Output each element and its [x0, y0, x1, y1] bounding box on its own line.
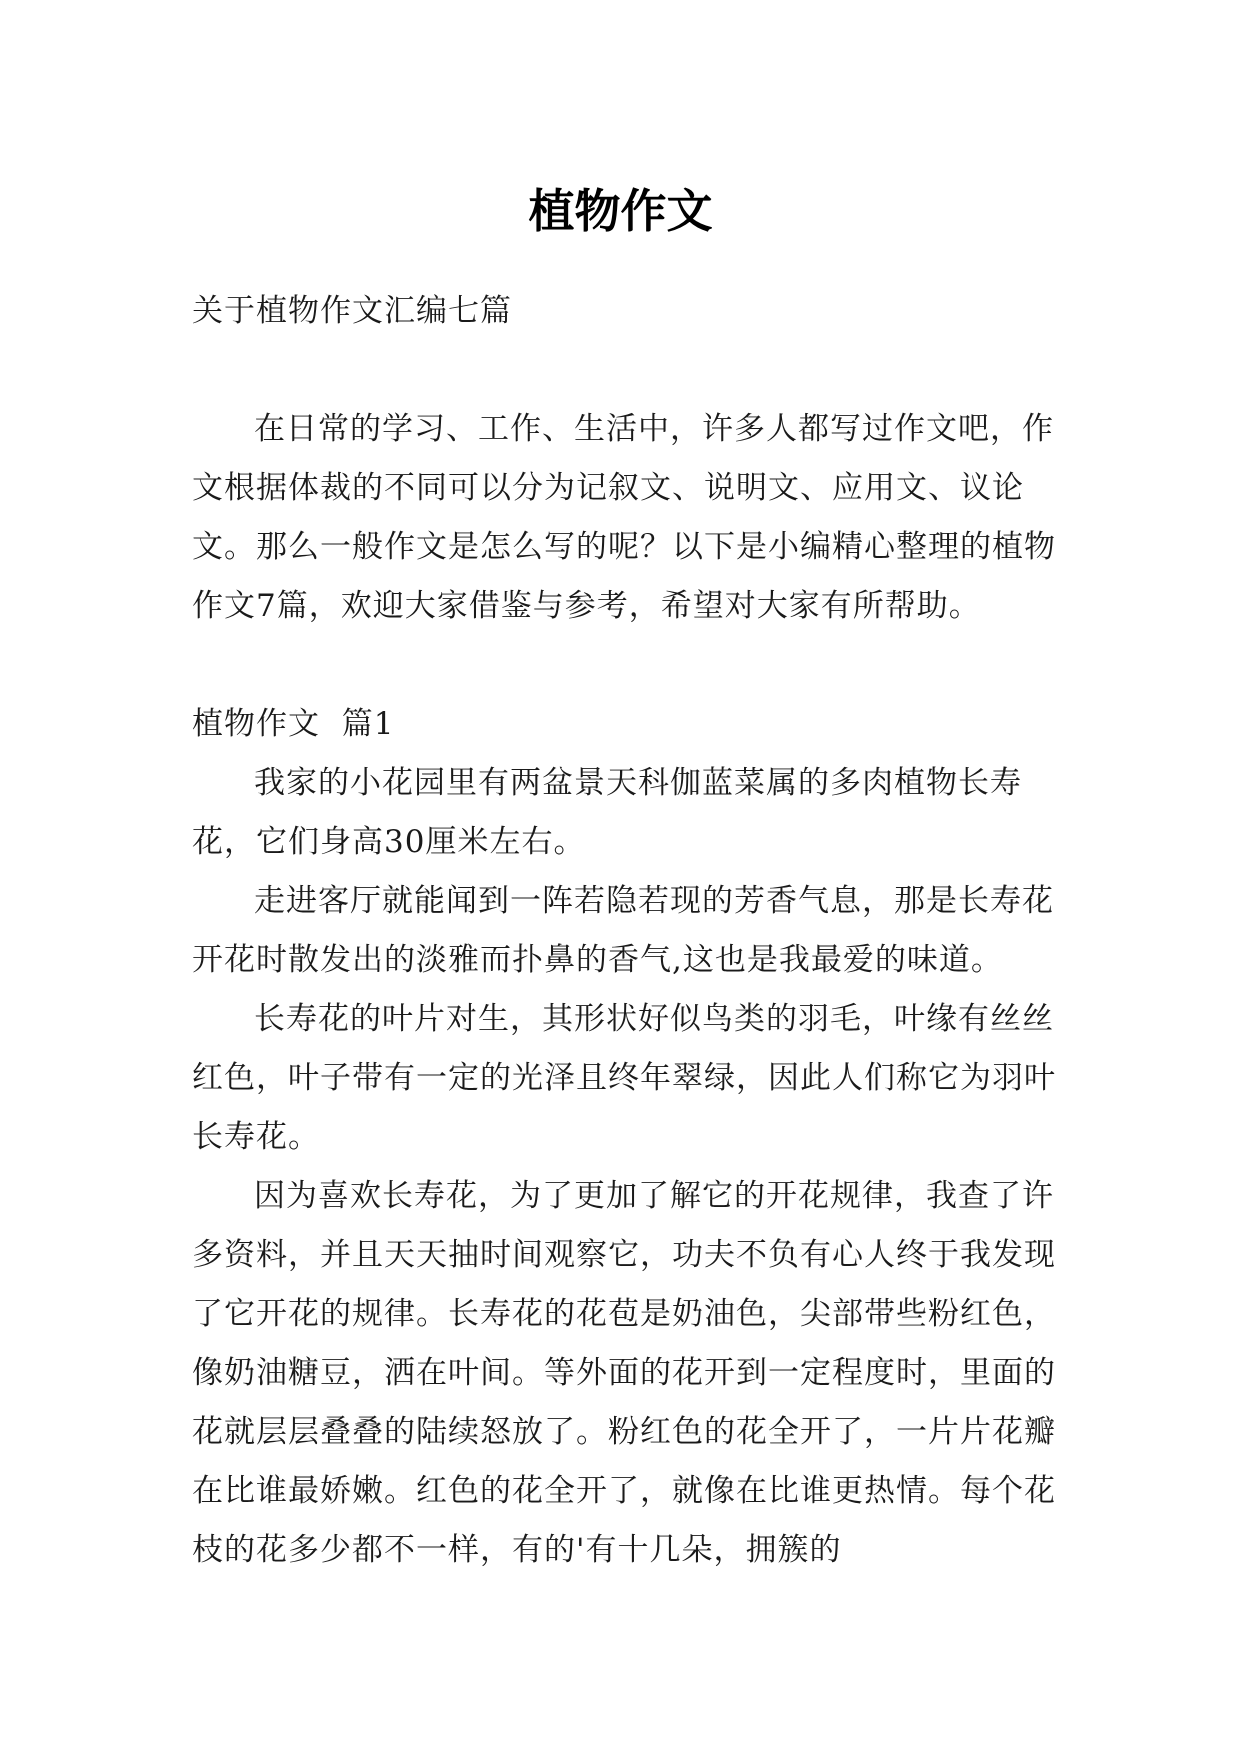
document-subtitle: 关于植物作文汇编七篇: [192, 293, 512, 329]
body-paragraph: 因为喜欢长寿花，为了更加了解它的开花规律，我查了许多资料，并且天天抽时间观察它，功夫不负有心人终于我发现了它开花的规律。长寿花的花苞是奶油色，尖部带些粉红色，像奶油糖豆，洒在叶间。等外面的花开到一定程度时，里面的花就层层叠叠的陆续怒放了。粉红色的花全开了，一片片花瓣在比谁最娇嫩。红色的花全开了，就像在比谁更热情。每个花枝的花多少都不一样，有的'有十几朵，拥簇的: [192, 1178, 1056, 1568]
section-heading: 植物作文 篇1: [192, 706, 395, 742]
document-body: [192, 282, 1062, 1580]
body-paragraph: 长寿花的叶片对生，其形状好似鸟类的羽毛，叶缘有丝丝红色，叶子带有一定的光泽且终年翠绿，因此人们称它为羽叶长寿花。: [192, 1001, 1056, 1155]
body-paragraph: 我家的小花园里有两盆景天科伽蓝菜属的多肉植物长寿花，它们身高30厘米左右。: [192, 765, 1022, 860]
body-paragraph: 走进客厅就能闻到一阵若隐若现的芳香气息，那是长寿花开花时散发出的淡雅而扑鼻的香气,这也是我最爱的味道。: [192, 883, 1054, 978]
page-title: 植物作文: [528, 183, 713, 238]
intro-paragraph: 在日常的学习、工作、生活中，许多人都写过作文吧，作文根据体裁的不同可以分为记叙文、说明文、应用文、议论文。那么一般作文是怎么写的呢？以下是小编精心整理的植物作文7篇，欢迎大家借鉴与参考，希望对大家有所帮助。: [192, 411, 1056, 624]
